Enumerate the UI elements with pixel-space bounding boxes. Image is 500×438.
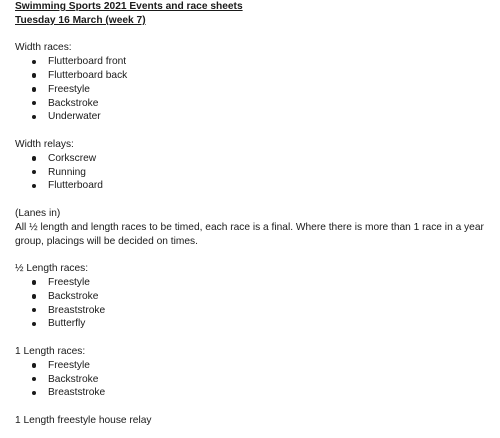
spacer: [15, 28, 495, 42]
lanes-paragraph: All ½ length and length races to be timed, each race is a final. Where there is more than 1 race in a year group, placings will be decided on times.: [15, 221, 484, 247]
bullet-icon: [32, 363, 36, 367]
list-item-label: Backstroke: [48, 290, 99, 302]
spacer: [15, 193, 495, 207]
section-heading-width-races: Width races:: [15, 42, 72, 54]
bullet-icon: [32, 184, 36, 188]
document-page: [15, 0, 495, 428]
bullet-icon: [32, 377, 36, 381]
section-heading-lanes: (Lanes in): [15, 207, 61, 219]
list-item: [15, 290, 495, 304]
list-item-label: Breaststroke: [48, 387, 106, 399]
list-item-label: Corkscrew: [48, 152, 97, 164]
list-item: [15, 386, 495, 400]
section-heading-relay: 1 Length freestyle house relay: [15, 414, 152, 426]
bullet-icon: [32, 280, 36, 284]
spacer: [15, 331, 495, 345]
list-item-label: Freestyle: [48, 276, 90, 288]
list-item: [15, 55, 495, 69]
list-item: [15, 304, 495, 318]
list-item-label: Underwater: [48, 111, 101, 123]
bullet-icon: [32, 156, 36, 160]
bullet-icon: [32, 60, 36, 64]
spacer: [15, 400, 495, 414]
list-item-label: Running: [48, 166, 86, 178]
list-item: [15, 373, 495, 387]
list-item: [15, 276, 495, 290]
half-length-list: [15, 276, 495, 331]
list-item: [15, 152, 495, 166]
list-item-label: Flutterboard front: [48, 56, 127, 68]
list-item-label: Backstroke: [48, 97, 99, 109]
document-date: Tuesday 16 March (week 7): [15, 14, 146, 26]
list-item: [15, 97, 495, 111]
spacer: [15, 124, 495, 138]
list-item: [15, 179, 495, 193]
width-races-list: [15, 55, 495, 124]
list-item-label: Freestyle: [48, 83, 90, 95]
document-title: Swimming Sports 2021 Events and race sheets: [15, 1, 243, 12]
list-item-label: Freestyle: [48, 359, 90, 371]
list-item: [15, 359, 495, 373]
bullet-icon: [32, 87, 36, 91]
bullet-icon: [32, 73, 36, 77]
bullet-icon: [32, 101, 36, 105]
bullet-icon: [32, 322, 36, 326]
bullet-icon: [32, 391, 36, 395]
list-item: [15, 83, 495, 97]
bullet-icon: [32, 115, 36, 119]
list-item-label: Butterfly: [48, 318, 86, 330]
list-item: [15, 110, 495, 124]
list-item: [15, 317, 495, 331]
bullet-icon: [32, 294, 36, 298]
list-item-label: Flutterboard back: [48, 69, 128, 81]
bullet-icon: [32, 170, 36, 174]
spacer: [15, 248, 495, 262]
one-length-list: [15, 359, 495, 400]
width-relays-list: [15, 152, 495, 193]
section-heading-half-length: ½ Length races:: [15, 263, 89, 275]
section-heading-one-length: 1 Length races:: [15, 345, 86, 357]
list-item-label: Backstroke: [48, 373, 99, 385]
list-item-label: Breaststroke: [48, 304, 106, 316]
section-heading-width-relays: Width relays:: [15, 138, 74, 150]
bullet-icon: [32, 308, 36, 312]
list-item: [15, 166, 495, 180]
list-item-label: Flutterboard: [48, 180, 103, 192]
list-item: [15, 69, 495, 83]
